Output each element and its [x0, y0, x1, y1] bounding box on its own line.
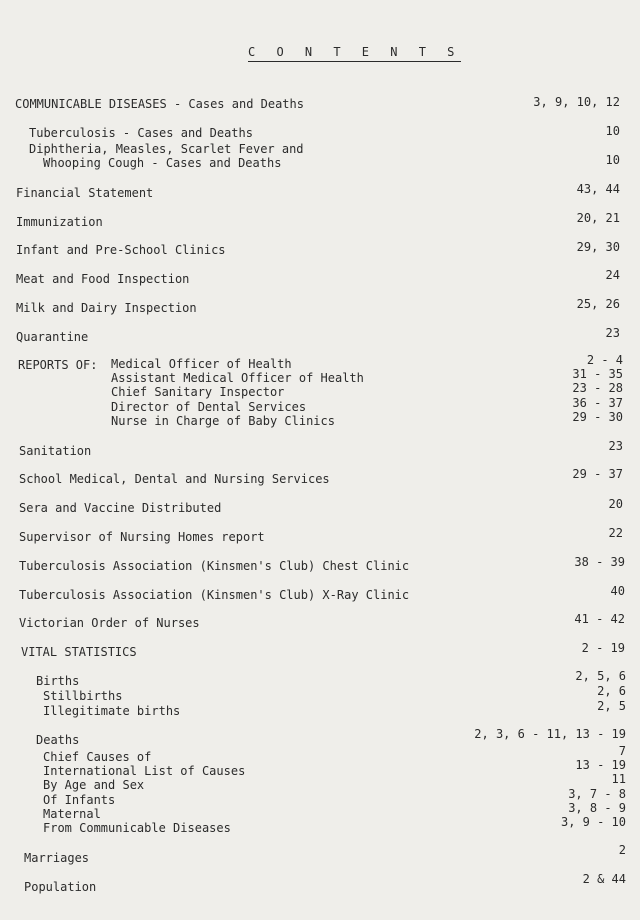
deaths-sub-pages: 3, 9 - 10	[560, 815, 626, 829]
report-label: Director of Dental Services	[111, 400, 307, 414]
births-label: Births	[36, 674, 80, 688]
report-pages: 36 - 37	[572, 396, 623, 410]
entry-label: COMMUNICABLE DISEASES - Cases and Deaths	[15, 97, 304, 111]
contents-title: C O N T E N T S	[248, 45, 461, 62]
entry-label: Immunization	[16, 215, 103, 229]
deaths-sub-pages: 13 - 19	[575, 758, 626, 772]
deaths-pages: 2, 3, 6 - 11, 13 - 19	[474, 727, 626, 741]
entry-pages: 43, 44	[576, 182, 620, 196]
entry-label: Infant and Pre-School Clinics	[16, 243, 226, 257]
deaths-sub-label: Chief Causes of	[43, 750, 152, 764]
births-sub-pages: 2, 6	[597, 684, 626, 698]
births-pages: 2, 5, 6	[575, 669, 626, 683]
entry-pages: 20, 21	[576, 211, 620, 225]
deaths-sub-label: Of Infants	[43, 793, 116, 807]
deaths-sub-pages: 11	[611, 772, 626, 786]
entry-pages: 2	[618, 843, 626, 857]
entry-label: Population	[24, 880, 97, 894]
entry-pages: 3, 9, 10, 12	[533, 95, 620, 109]
entry-label: Sera and Vaccine Distributed	[19, 501, 222, 515]
deaths-sub-pages: 3, 7 - 8	[568, 787, 626, 801]
entry-label: Milk and Dairy Inspection	[16, 301, 197, 315]
deaths-sub-label: Maternal	[43, 807, 101, 821]
report-label: Nurse in Charge of Baby Clinics	[111, 414, 335, 428]
deaths-label: Deaths	[36, 733, 80, 747]
entry-label: Whooping Cough - Cases and Deaths	[43, 156, 282, 170]
entry-pages: 10	[605, 124, 620, 138]
report-label: Medical Officer of Health	[111, 357, 292, 371]
births-sub-label: Stillbirths	[43, 689, 123, 703]
entry-label: Tuberculosis Association (Kinsmen's Club) X-Ray Clinic	[19, 588, 410, 602]
report-pages: 23 - 28	[572, 381, 623, 395]
entry-pages: 23	[608, 439, 623, 453]
deaths-sub-pages: 7	[618, 744, 626, 758]
entry-pages: 38 - 39	[574, 555, 625, 569]
entry-label: Meat and Food Inspection	[16, 272, 190, 286]
entry-label: Marriages	[24, 851, 90, 865]
entry-label: Supervisor of Nursing Homes report	[19, 530, 265, 544]
entry-pages: 29, 30	[576, 240, 620, 254]
deaths-sub-label: By Age and Sex	[43, 778, 145, 792]
entry-pages: 24	[605, 268, 620, 282]
report-pages: 2 - 4	[586, 353, 623, 367]
entry-pages: 23	[605, 326, 620, 340]
births-sub-pages: 2, 5	[597, 699, 626, 713]
report-pages: 31 - 35	[572, 367, 623, 381]
report-label: Assistant Medical Officer of Health	[111, 371, 364, 385]
deaths-sub-label: From Communicable Diseases	[43, 821, 231, 835]
entry-label: Financial Statement	[16, 186, 154, 200]
entry-pages: 40	[610, 584, 625, 598]
deaths-sub-pages: 3, 8 - 9	[568, 801, 626, 815]
reports-heading: REPORTS OF:	[18, 358, 98, 372]
entry-label: VITAL STATISTICS	[21, 645, 137, 659]
report-pages: 29 - 30	[572, 410, 623, 424]
births-sub-label: Illegitimate births	[43, 704, 181, 718]
entry-label: Diphtheria, Measles, Scarlet Fever and	[29, 142, 304, 156]
entry-pages: 25, 26	[576, 297, 620, 311]
entry-label: School Medical, Dental and Nursing Services	[19, 472, 330, 486]
entry-pages: 20	[608, 497, 623, 511]
entry-pages: 22	[608, 526, 623, 540]
entry-pages: 29 - 37	[572, 467, 623, 481]
entry-label: Victorian Order of Nurses	[19, 616, 200, 630]
entry-pages: 2 - 19	[581, 641, 625, 655]
entry-pages: 10	[605, 153, 620, 167]
entry-label: Sanitation	[19, 444, 92, 458]
entry-label: Quarantine	[16, 330, 89, 344]
entry-pages: 2 & 44	[582, 872, 626, 886]
entry-label: Tuberculosis - Cases and Deaths	[29, 126, 253, 140]
report-label: Chief Sanitary Inspector	[111, 385, 285, 399]
entry-pages: 41 - 42	[574, 612, 625, 626]
deaths-sub-label: International List of Causes	[43, 764, 246, 778]
entry-label: Tuberculosis Association (Kinsmen's Club) Chest Clinic	[19, 559, 410, 573]
